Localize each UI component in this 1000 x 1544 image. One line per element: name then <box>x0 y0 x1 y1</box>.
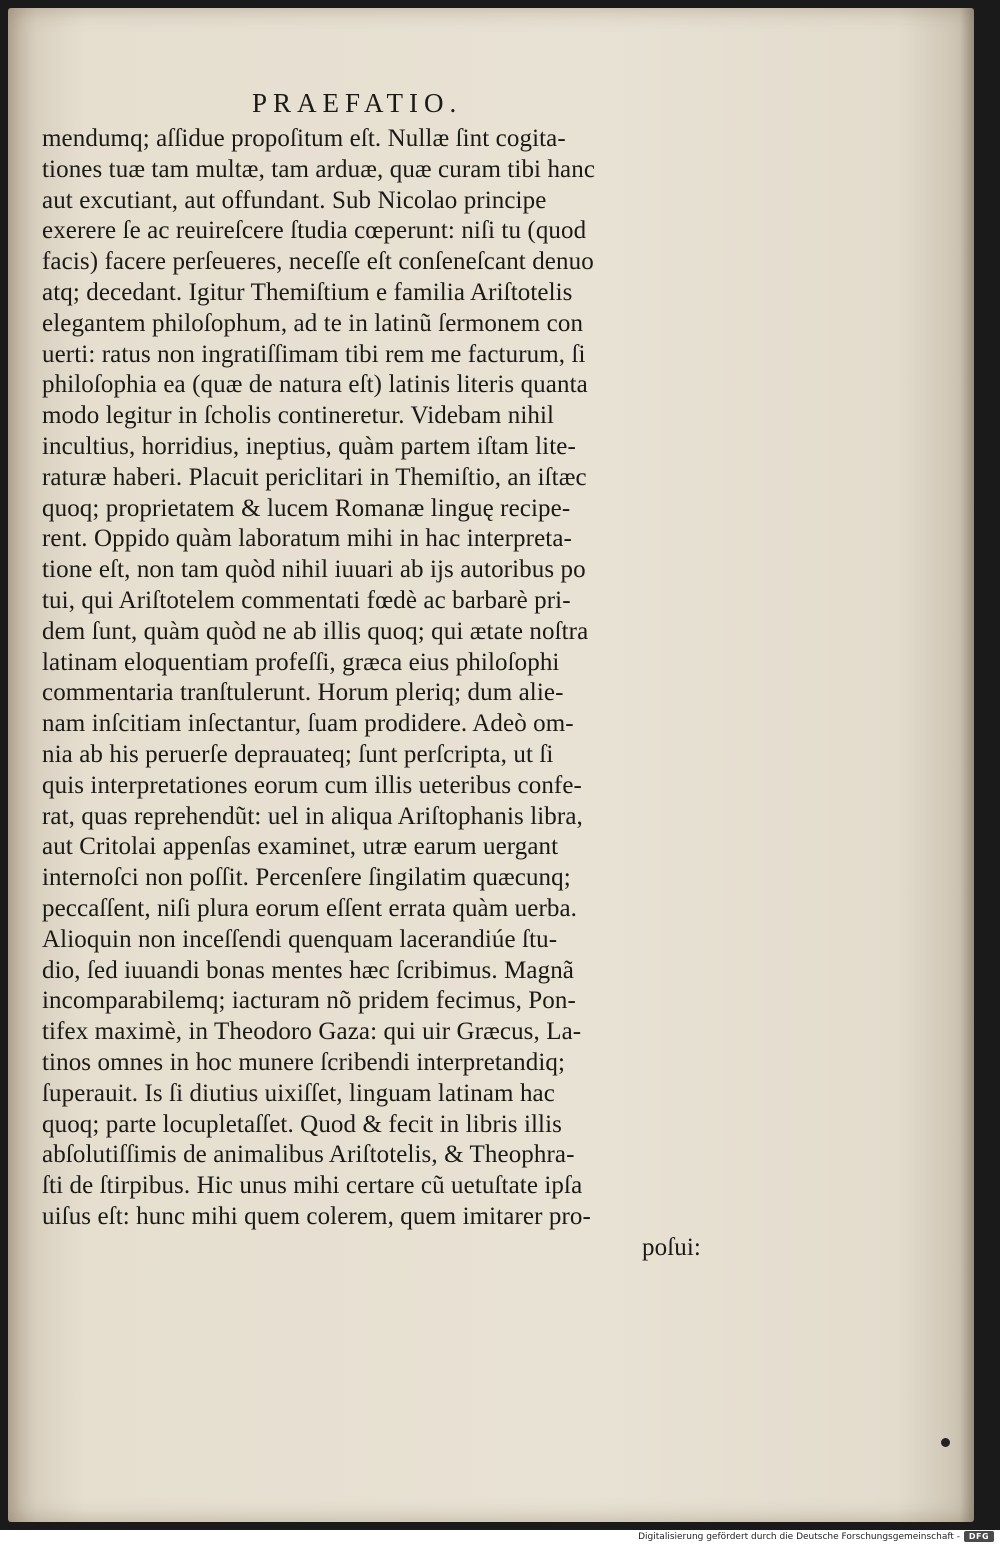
text-line: uiſus eſt: hunc mihi quem colerem, quem imitarer pro- <box>42 1202 591 1230</box>
page-edge-shadow <box>960 8 974 1522</box>
text-line: philoſophia ea (quæ de natura eſt) latinis literis quanta <box>42 371 588 399</box>
text-line: quis interpretationes eorum cum illis ueteribus confe- <box>42 771 582 799</box>
text-line: abſolutiſſimis de animalibus Ariſtotelis, & Theophra- <box>42 1141 575 1169</box>
text-line: modo legitur in ſcholis contineretur. Videbam nihil <box>42 402 555 430</box>
text-line: quoq; proprietatem & lucem Romanæ linguę recipe- <box>42 494 571 522</box>
text-line: quoq; parte locupletaſſet. Quod & fecit in libris illis <box>42 1110 562 1138</box>
text-line: incultius, horridius, ineptius, quàm partem iſtam lite- <box>42 432 576 460</box>
footer-bar <box>0 1530 1000 1544</box>
text-line: raturæ haberi. Placuit periclitari in Themiſtio, an iſtæc <box>42 463 587 491</box>
text-line: tinos omnes in hoc munere ſcribendi interpretandiq; <box>42 1048 566 1076</box>
text-line: tui, qui Ariſtotelem commentati fœdè ac barbarè pri- <box>42 586 571 614</box>
text-line: facis) facere perſeueres, neceſſe eſt conſeneſcant denuo <box>42 248 594 276</box>
text-line: exerere ſe ac reuireſcere ſtudia cœperunt: niſi tu (quod <box>42 217 587 245</box>
ink-dot <box>941 1438 950 1447</box>
text-line: elegantem philoſophum, ad te in latinũ ſermonem con <box>42 309 584 337</box>
text-line: tifex maximè, in Theodoro Gaza: qui uir Græcus, La- <box>42 1018 582 1046</box>
text-line: mendumq; aſſidue propoſitum eſt. Nullæ ſint cogita- <box>42 125 566 152</box>
text-line: peccaſſent, niſi plura eorum eſſent errata quàm uerba. <box>42 894 578 922</box>
text-line: incomparabilemq; iacturam nõ pridem fecimus, Pon- <box>42 987 576 1015</box>
text-line: dem ſunt, quàm quòd ne ab illis quoq; qui ætate noſtra <box>42 617 589 645</box>
text-line: ſti de ſtirpibus. Hic unus mihi certare cũ uetuſtate ipſa <box>42 1172 583 1200</box>
text-line: tione eſt, non tam quòd nihil iuuari ab ijs autoribus po <box>42 556 586 584</box>
text-line: rat, quas reprehendũt: uel in aliqua Ariſtophanis libra, <box>42 802 583 830</box>
text-line: dio, ſed iuuandi bonas mentes hæc ſcribimus. Magnã <box>42 956 574 984</box>
text-line: internoſci non poſſit. Percenſere ſingilatim quæcunq; <box>42 864 571 892</box>
text-line: ſuperauit. Is ſi diutius uixiſſet, linguam latinam hac <box>42 1079 555 1107</box>
text-line: Alioquin non inceſſendi quenquam lacerandiúe ſtu- <box>42 925 558 953</box>
text-line: aut Critolai appenſas examinet, utræ earum uergant <box>42 833 559 861</box>
running-head: PRAEFATIO. <box>252 88 463 118</box>
text-line: aut excutiant, aut offundant. Sub Nicolao principe <box>42 186 547 214</box>
text-line: atq; decedant. Igitur Themiſtium e familia Ariſtotelis <box>42 278 573 306</box>
text-line: tiones tuæ tam multæ, tam arduæ, quæ curam tibi hanc <box>42 155 596 183</box>
catchword: poſui: <box>642 1233 701 1261</box>
text-line: nia ab his peruerſe deprauateq; ſunt perſcripta, ut ſi <box>42 740 554 768</box>
body-text <box>42 124 742 1263</box>
text-line: latinam eloquentiam profeſſi, græca eius philoſophi <box>42 648 560 676</box>
text-line: nam inſcitiam inſectantur, ſuam prodidere. Adeò om- <box>42 710 574 738</box>
text-line: commentaria tranſtulerunt. Horum pleriq; dum alie- <box>42 679 564 707</box>
dfg-logo: DFG <box>964 1531 994 1542</box>
text-line: uerti: ratus non ingratiſſimam tibi rem me facturum, ſi <box>42 340 586 368</box>
funding-credit: Digitalisierung gefördert durch die Deutsche Forschungsgemeinschaft - <box>638 1532 960 1542</box>
text-line: rent. Oppido quàm laboratum mihi in hac interpreta- <box>42 525 572 553</box>
